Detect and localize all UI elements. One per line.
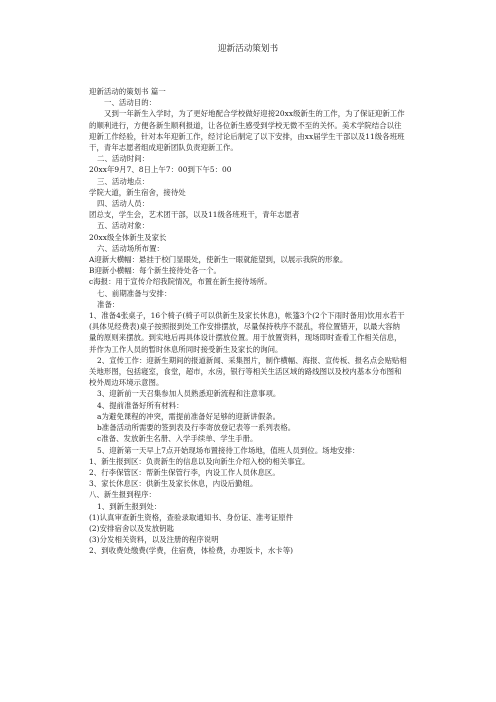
paragraph: 准备： xyxy=(97,299,120,309)
paragraph: 二、活动时间： xyxy=(97,154,150,164)
paragraph: 20xx年9月7、8日上午7：00到下午5：00 xyxy=(89,165,232,175)
paragraph: (3)分发相关资料，以及注册的程序说明 xyxy=(89,535,219,545)
paragraph: 六、活动场所布置： xyxy=(97,243,164,253)
paragraph: 20xx级全体新生及家长 xyxy=(89,232,167,242)
paragraph: 又到一年新生入学时，为了更好地配合学校做好迎接20xx级新生的工作，为了保证迎新工作的顺利进行，方便各新生顺利报道，让各位新生感受到学校无微不至的关怀。美术学院结合以往迎新工作经验，针对本年迎新工作，经讨论后制定了以下安排，由xx届学生干部以及11级各班班干，青年志愿者组成迎新团队负责迎新工作。 xyxy=(89,109,405,153)
paragraph: 5、迎新第一天早上7点开始现场布置接待工作场地，值班人员到位。场地安排： xyxy=(97,445,360,455)
paragraph: 团总支，学生会，艺术团干部，以及11级各班班干，青年志愿者 xyxy=(89,210,300,220)
paragraph: a为避免课程的冲突，需提前准备好足够的迎新讲假条。 xyxy=(97,411,281,421)
document-body xyxy=(89,86,407,557)
paragraph: 2、到收费处缴费(学费，住宿费，体检费，办理饭卡，水卡等) xyxy=(89,546,294,556)
paragraph: 七、前期准备与安排： xyxy=(97,288,172,298)
paragraph: 八、新生报到程序： xyxy=(89,490,156,500)
paragraph: b准备活动所需要的签到表及行李寄放登记表等一系列表格。 xyxy=(97,423,296,433)
paragraph: 一、活动目的： xyxy=(104,98,157,108)
paragraph: B迎新小横幅：每个新生接待处各一个。 xyxy=(89,266,221,276)
paragraph: c海报：用于宣传介绍我院情况，布置在新生接待场所。 xyxy=(89,277,272,287)
paragraph: 3、家长休息区：供新生及家长休息，内设后勤组。 xyxy=(89,479,258,489)
paragraph: (1)认真审查新生资格，查验录取通知书、身份证、准考证原件 xyxy=(89,512,294,522)
paragraph: 五、活动对象： xyxy=(97,221,150,231)
paragraph: 4、提前准备好所有材料： xyxy=(97,400,184,410)
section-heading: 迎新活动的策划书 篇一 xyxy=(89,87,166,96)
paragraph: 2、宣传工作：迎新生期间的报道新闻、采集图片，制作横幅、海报、宣传板、报名点会贴贴相关地形图，包括寝室，食堂，超市，水房，银行等相关生活区域的路线图以及校内基本分布图和校外周边环境示意图。 xyxy=(89,355,407,388)
paragraph: 1、到新生报到处： xyxy=(97,501,162,511)
document-title: 迎新活动策划书 xyxy=(217,44,279,54)
paragraph: 1、新生报到区：负责新生的信息以及向新生介绍入校的相关事宜。 xyxy=(89,456,310,466)
paragraph: 3、迎新前一天召集参加人员熟悉迎新流程和注意事项。 xyxy=(97,389,281,399)
paragraph: 四、活动人员： xyxy=(97,199,150,209)
paragraph: 1、准备4张桌子，16个椅子(椅子可以供新生及家长休息)，帐篷3个(2个下雨时备用)饮用水若干(具体见经费表)桌子按照报到处工作安排摆放，尽量保持秩序不混乱，将位置错开，以最大容纳量的原则来摆放。到实地后再具体设计摆放位置。用于放置资料，现场即时查看工作相关信息，并作为工作人员的暂时休息所同时接受新生及家长的询问。 xyxy=(89,311,405,354)
paragraph: A迎新大横幅：悬挂于校门显眼处，使新生一眼就能望到，以展示我院的形象。 xyxy=(89,255,348,265)
paragraph: 学院大道，新生宿舍，接待处 xyxy=(89,187,186,197)
paragraph: (2)安排宿舍以及发放钥匙 xyxy=(89,523,175,533)
paragraph: 三、活动地点： xyxy=(97,176,150,186)
paragraph: 2、行李保管区：帮新生保管行李，内设工作人员休息区。 xyxy=(89,467,280,477)
paragraph: c准备、发放新生名册、入学手续单、学生手册。 xyxy=(97,434,258,444)
